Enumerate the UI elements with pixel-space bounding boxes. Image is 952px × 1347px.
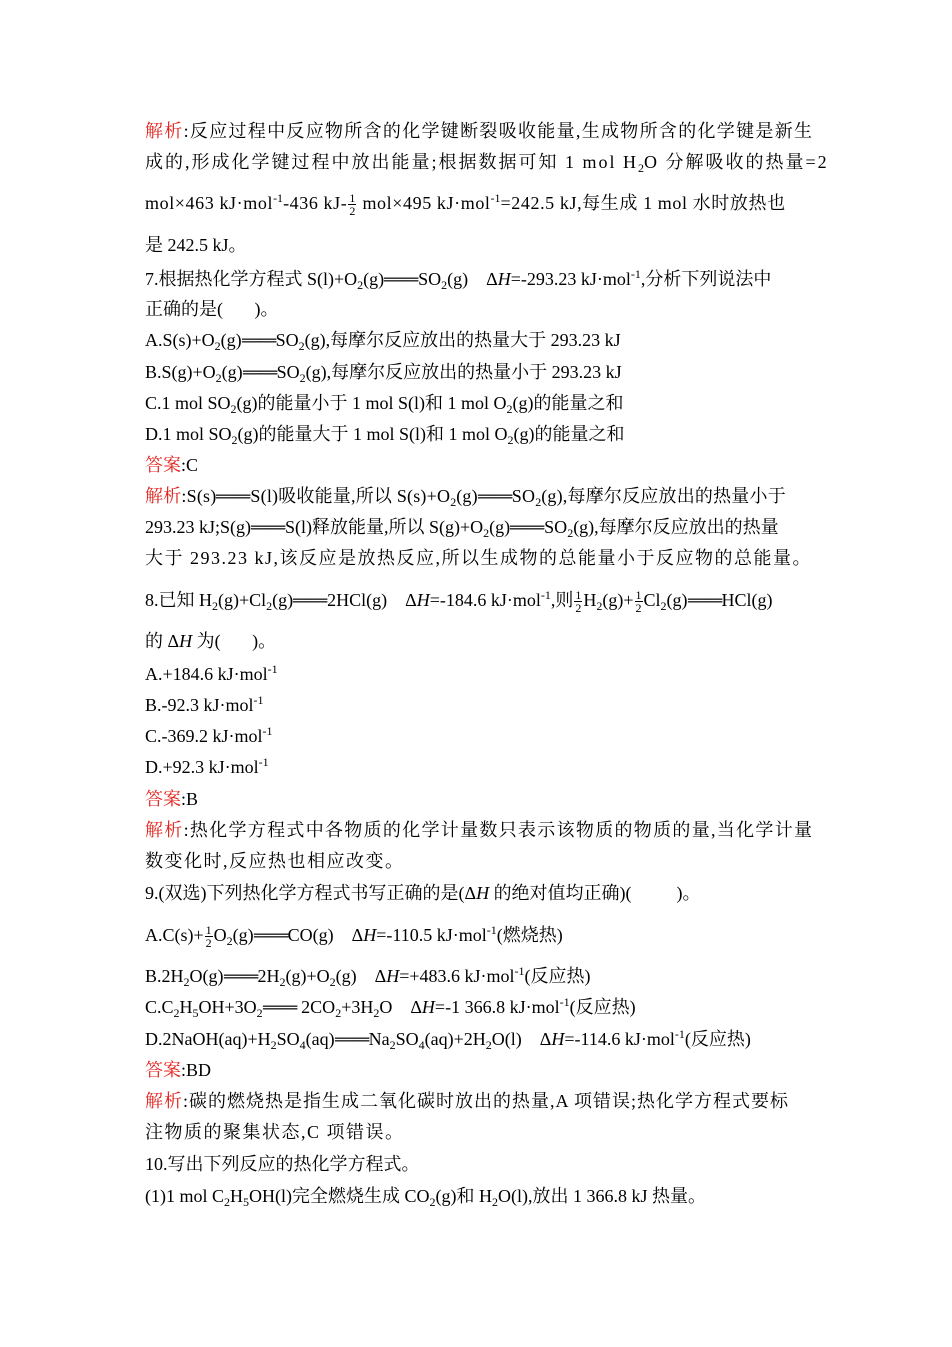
highlight-label: 答案 [145,789,181,809]
text-run: SO [276,1029,300,1049]
text-run: :BD [181,1060,212,1080]
text-run: SO [511,486,536,506]
subscript: 2 [270,1038,277,1052]
superscript: -1 [258,755,269,769]
text-run: 的绝对值均正确)( )。 [489,883,701,903]
text-run: (g),每摩尔反应放出的热量小于 293.23 kJ [305,362,622,382]
text-run: H [230,1186,243,1206]
text-run: (g)+ [602,590,634,610]
equals-sign [477,486,512,506]
subscript: 2 [373,1006,380,1020]
subscript: 2 [567,526,574,540]
italic-variable: H [551,1029,565,1049]
highlight-label: 解析 [145,1091,183,1111]
italic-variable: H [497,269,511,289]
italic-variable: H [476,883,490,903]
q9-option-b [145,964,591,988]
q8-stem-line-2 [145,629,276,653]
equals-sign-glyph: ══ [293,590,328,610]
italic-variable: H [179,631,193,651]
text-run: 大于 293.23 kJ,该反应是放热反应,所以生成物的总能量小于反应物的总能量。 [145,548,813,568]
subscript: 5 [243,1195,249,1209]
text-run: (g)的能量小于 1 mol S(l)和 1 mol O [236,393,507,413]
text-run: C.C [145,997,174,1017]
text-run: O(g) [189,966,224,986]
text-run: SO [544,517,568,537]
text-run: HCl(g) [721,590,773,610]
q6-explanation-line-1 [145,119,813,143]
subscript: 2 [266,599,273,613]
equals-sign [241,330,276,350]
highlight-label: 解析 [145,820,184,840]
subscript: 2 [389,1038,396,1052]
subscript: 2 [450,495,457,509]
text-run: C.-369.2 kJ·mol [145,726,263,746]
text-run: A.S(s)+O [145,330,215,350]
highlight-label: 答案 [145,455,181,475]
text-run: 9.(双选)下列热化学方程式书写正确的是(Δ [145,883,477,903]
subscript: 2 [279,975,286,989]
fraction-denominator: 2 [205,936,212,951]
equals-sign-glyph: ══ [262,997,297,1017]
text-run: (g) Δ [447,269,498,289]
subscript: 2 [224,1195,230,1209]
equals-sign [334,1029,369,1049]
equals-sign-glyph: ══ [334,1029,369,1049]
equals-sign-glyph: ══ [242,362,277,382]
subscript: 2 [298,339,305,353]
q8-explanation-line-1 [145,818,813,842]
superscript: -1 [253,693,264,707]
equals-sign [223,966,258,986]
text-run: 2H [257,966,280,986]
text-run: (反应热) [524,966,591,986]
subscript: 2 [212,599,218,613]
text-run: SO [275,330,299,350]
text-run: =242.5 kJ,每生成 1 mol 水时放热也 [500,193,786,213]
fraction-numerator: 1 [635,588,642,603]
q8-option-b [145,693,264,717]
q9-option-d [145,1027,751,1051]
equals-sign-glyph: ══ [687,590,722,610]
text-run: H [583,590,597,610]
text-run: (g) [363,269,385,289]
equals-sign-glyph: ══ [251,517,285,537]
superscript: -1 [630,267,641,281]
text-run: =-110.5 kJ·mol [376,925,487,945]
q8-option-d [145,755,269,779]
subscript: 2 [660,599,667,613]
text-run: B.-92.3 kJ·mol [145,695,254,715]
equals-sign-glyph: ══ [216,486,251,506]
subscript: 2 [215,371,222,385]
text-run: (g) [221,362,243,382]
q7-stem-line-1 [145,267,771,291]
text-run: (1)1 mol C [145,1186,224,1206]
equals-sign [510,517,545,537]
q7-answer [145,453,198,477]
text-run: SO [276,362,300,382]
equals-sign [251,517,285,537]
text-run: C.1 mol SO [145,393,231,413]
text-run: =-114.6 kJ·mol [564,1029,675,1049]
q6-explanation-line-3 [145,191,786,219]
text-run: 7.根据热化学方程式 S(l)+O [145,269,358,289]
q9-stem-line-1 [145,881,701,905]
text-run: D.1 mol SO [145,424,232,444]
text-run: :B [181,789,199,809]
text-run: (g) [456,486,478,506]
fraction-numerator: 1 [205,923,212,938]
q7-explanation-line-3 [145,546,812,570]
italic-variable: H [386,966,400,986]
superscript: -1 [559,995,570,1009]
text-run: O(l),放出 1 366.8 kJ 热量。 [498,1186,706,1206]
subscript: 2 [183,975,190,989]
q8-answer [145,787,198,811]
q7-explanation-line-2 [145,515,779,539]
highlight-label: 答案 [145,1060,181,1080]
q7-option-a [145,328,621,352]
equals-sign-glyph: ══ [384,269,419,289]
text-run: H [179,997,193,1017]
subscript: 2 [299,371,306,385]
q10-part-1 [145,1184,706,1208]
text-run: SO [418,269,442,289]
q8-explanation-line-2 [145,849,405,873]
text-run: -436 kJ- [283,193,348,213]
equals-sign [262,997,297,1017]
superscript: -1 [540,588,551,602]
text-run: OH(l)完全燃烧生成 CO [249,1186,430,1206]
q8-stem-line-1 [145,588,773,616]
text-run: 8.已知 H [145,590,212,610]
subscript: 2 [638,161,644,175]
subscript: 4 [299,1038,306,1052]
q6-explanation-line-4 [145,233,247,257]
equals-sign-glyph: ══ [241,330,276,350]
text-run: :C [181,455,199,475]
q9-option-a [145,923,563,951]
text-run: :S(s) [181,486,217,506]
equals-sign [253,925,288,945]
text-run: =-1 366.8 kJ·mol [434,997,560,1017]
text-run: 数变化时,反应热也相应改变。 [145,851,405,871]
superscript: -1 [262,724,273,738]
text-run: (燃烧热) [496,925,563,945]
superscript: -1 [490,191,501,205]
text-run: (g) [272,590,294,610]
text-run: ,分析下列说法中 [640,269,772,289]
subscript: 5 [192,1006,199,1020]
text-run: A.+184.6 kJ·mol [145,664,268,684]
text-run: 正确的是( )。 [145,299,279,319]
text-run: :热化学方程式中各物质的化学计量数只表示该物质的物质的量,当化学计量 [183,820,814,840]
fraction-denominator: 2 [575,601,582,616]
text-run: (g) [489,517,511,537]
text-run: (g) [220,330,242,350]
fraction-denominator: 2 [349,204,356,219]
text-run: CO(g) Δ [287,925,364,945]
subscript: 2 [226,934,233,948]
q7-explanation-line-1 [145,484,786,508]
text-run: B.2H [145,966,184,986]
equals-sign [293,590,328,610]
subscript: 2 [535,495,542,509]
q7-option-c [145,391,624,415]
subscript: 4 [418,1038,425,1052]
text-run: O(l) Δ [491,1029,552,1049]
text-run: mol×495 kJ·mol [357,193,491,213]
subscript: 2 [231,433,238,447]
equals-sign [242,362,277,382]
subscript: 2 [483,526,490,540]
fraction [574,589,582,614]
text-run: 注物质的聚集状态,C 项错误。 [145,1122,405,1142]
text-run: O [213,925,227,945]
text-run: (g) [666,590,688,610]
text-run: (g)的能量之和 [513,424,625,444]
subscript: 2 [429,1195,436,1209]
text-run: 293.23 kJ;S(g) [145,517,252,537]
q9-option-c [145,995,636,1019]
text-run: (aq) [305,1029,335,1049]
italic-variable: H [421,997,435,1017]
subscript: 2 [485,1038,492,1052]
text-run: ,则 [550,590,574,610]
q9-explanation-line-1 [145,1089,789,1113]
superscript: -1 [486,923,497,937]
superscript: -1 [674,1027,685,1041]
text-run: D.+92.3 kJ·mol [145,757,259,777]
fraction-numerator: 1 [575,588,582,603]
text-run: 的 Δ [145,631,180,651]
text-run: (反应热) [569,997,636,1017]
text-run: =-293.23 kJ·mol [510,269,631,289]
text-run: S(l)吸收能量,所以 S(s)+O [250,486,451,506]
text-run: (g)+Cl [218,590,267,610]
text-run: (g)和 H [435,1186,492,1206]
q9-explanation-line-2 [145,1120,405,1144]
subscript: 2 [335,1006,342,1020]
q8-option-a [145,662,278,686]
text-run: 为( )。 [192,631,277,651]
text-run: 2CO [296,997,336,1017]
text-run: S(l)释放能量,所以 S(g)+O [285,517,484,537]
superscript: -1 [273,191,284,205]
text-run: (g),每摩尔反应放出的热量大于 293.23 kJ [304,330,621,350]
text-run: (反应热) [684,1029,751,1049]
text-run: (g),每摩尔反应放出的热量 [573,517,779,537]
text-run: O Δ [379,997,422,1017]
q7-option-d [145,422,625,446]
subscript: 2 [230,402,237,416]
subscript: 2 [256,1006,263,1020]
fraction-denominator: 2 [635,601,642,616]
q10-stem-line-1 [145,1152,420,1176]
subscript: 2 [173,1006,180,1020]
text-run: A.C(s)+ [145,925,204,945]
subscript: 2 [492,1195,498,1209]
italic-variable: H [416,590,430,610]
fraction [635,589,643,614]
text-run: (g),每摩尔反应放出的热量小于 [541,486,786,506]
text-run: =+483.6 kJ·mol [399,966,515,986]
text-run: 是 242.5 kJ。 [145,235,247,255]
q7-stem-line-2 [145,297,279,321]
text-run: O 分解吸收的热量=2 [644,152,829,172]
text-run: (g) [232,925,254,945]
text-run: (g) Δ [335,966,387,986]
text-run: =-184.6 kJ·mol [429,590,541,610]
equals-sign [687,590,722,610]
text-run: +3H [341,997,374,1017]
fraction [205,924,213,949]
equals-sign [216,486,251,506]
text-run: 2HCl(g) Δ [327,590,417,610]
text-run: D.2NaOH(aq)+H [145,1029,271,1049]
subscript: 2 [596,599,603,613]
subscript: 2 [506,402,513,416]
text-run: mol×463 kJ·mol [145,193,274,213]
fraction-numerator: 1 [349,191,356,206]
text-run: (g)的能量大于 1 mol S(l)和 1 mol O [237,424,508,444]
text-run: :反应过程中反应物所含的化学键断裂吸收能量,生成物所含的化学键是新生 [183,121,814,141]
text-run: SO [395,1029,419,1049]
subscript: 2 [357,278,364,292]
fraction [348,192,356,217]
subscript: 2 [214,339,221,353]
subscript: 2 [507,433,514,447]
text-run: (aq)+2H [424,1029,486,1049]
text-run: B.S(g)+O [145,362,216,382]
text-run: :碳的燃烧热是指生成二氧化碳时放出的热量,A 项错误;热化学方程式要标 [183,1091,790,1111]
italic-variable: H [363,925,377,945]
equals-sign [384,269,419,289]
equals-sign-glyph: ══ [223,966,258,986]
subscript: 2 [441,278,448,292]
q8-option-c [145,724,273,748]
text-run: (g)+O [285,966,330,986]
equals-sign-glyph: ══ [477,486,512,506]
text-run: Cl [643,590,661,610]
text-run: OH+3O [198,997,257,1017]
highlight-label: 解析 [145,121,184,141]
q7-option-b [145,360,622,384]
text-run: 10.写出下列反应的热化学方程式。 [145,1154,420,1174]
q6-explanation-line-2 [145,150,829,174]
text-run: Na [368,1029,390,1049]
subscript: 2 [329,975,336,989]
superscript: -1 [267,662,278,676]
superscript: -1 [514,964,525,978]
equals-sign-glyph: ══ [253,925,288,945]
highlight-label: 解析 [145,486,182,506]
equals-sign-glyph: ══ [510,517,545,537]
text-run: 成的,形成化学键过程中放出能量;根据数据可知 1 mol H [145,152,638,172]
text-run: (g)的能量之和 [512,393,624,413]
q9-answer [145,1058,211,1082]
